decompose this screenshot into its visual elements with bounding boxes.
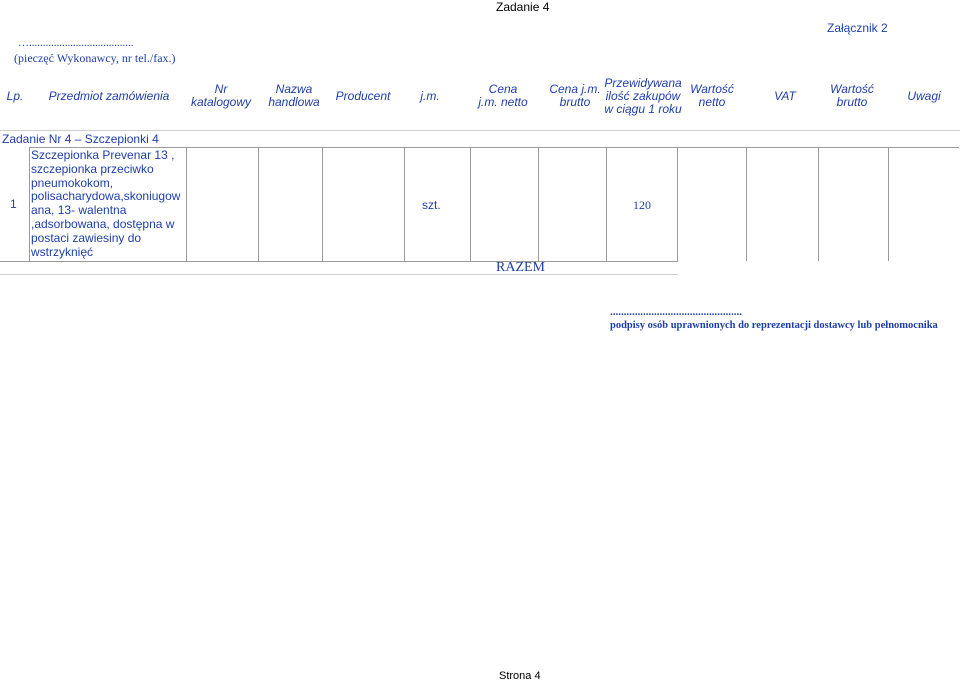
header-cena-brutto: Cena j.m. brutto xyxy=(549,82,601,109)
table-row-ilosc: 120 xyxy=(633,198,651,212)
przedmiot-line: Szczepionka Prevenar 13 , xyxy=(31,148,175,162)
header-producent: Producent xyxy=(335,88,391,103)
page-footer: Strona 4 xyxy=(499,670,541,682)
header-wartosc-netto: Wartość netto xyxy=(690,82,734,109)
header-cena-netto: Cena j.m. netto xyxy=(478,82,528,109)
zalacznik-label: Załącznik 2 xyxy=(827,21,888,35)
przedmiot-line: ,adsorbowana, dostępna w xyxy=(31,216,175,231)
signature-caption: podpisy osób uprawnionych do reprezentacji dostawcy lub pełnomocnika xyxy=(610,320,938,331)
przedmiot-line: ana, 13- walentna xyxy=(31,203,127,218)
przedmiot-line: pneumokokom, xyxy=(31,175,114,190)
header-vat: VAT xyxy=(774,88,796,103)
table-row-lp: 1 xyxy=(10,197,17,211)
przedmiot-line: polisacharydowa,skoniugow xyxy=(31,189,181,204)
header-przewidywana: Przewidywana ilość zakupów w ciągu 1 roku xyxy=(604,75,682,116)
header-nazwa-handlowa: Nazwa handlowa xyxy=(268,82,320,109)
stamp-caption: (pieczęć Wykonawcy, nr tel./fax.) xyxy=(14,51,176,65)
zadanie-heading: Zadanie 4 xyxy=(496,0,550,14)
przedmiot-line: szczepionka przeciwko xyxy=(31,161,154,176)
section-title: Zadanie Nr 4 – Szczepionki 4 xyxy=(2,132,159,146)
table-row-przedmiot xyxy=(31,149,186,259)
przedmiot-line: postaci zawiesiny do xyxy=(31,230,142,245)
header-uwagi: Uwagi xyxy=(907,88,941,103)
header-przedmiot: Przedmiot zamówienia xyxy=(48,88,170,103)
signature-dots: ................................................ xyxy=(610,306,742,318)
header-jm: j.m. xyxy=(420,88,440,103)
header-lp: Lp. xyxy=(6,88,24,103)
header-divider xyxy=(0,130,960,131)
razem-label: RAZEM xyxy=(496,260,545,275)
header-nr-katalogowy: Nr katalogowy xyxy=(190,82,252,109)
przedmiot-line: wstrzyknięć xyxy=(31,244,94,259)
table-row-jm: szt. xyxy=(422,198,441,212)
stamp-dots: …...................................... xyxy=(18,37,134,49)
header-wartosc-brutto: Wartość brutto xyxy=(830,82,874,109)
